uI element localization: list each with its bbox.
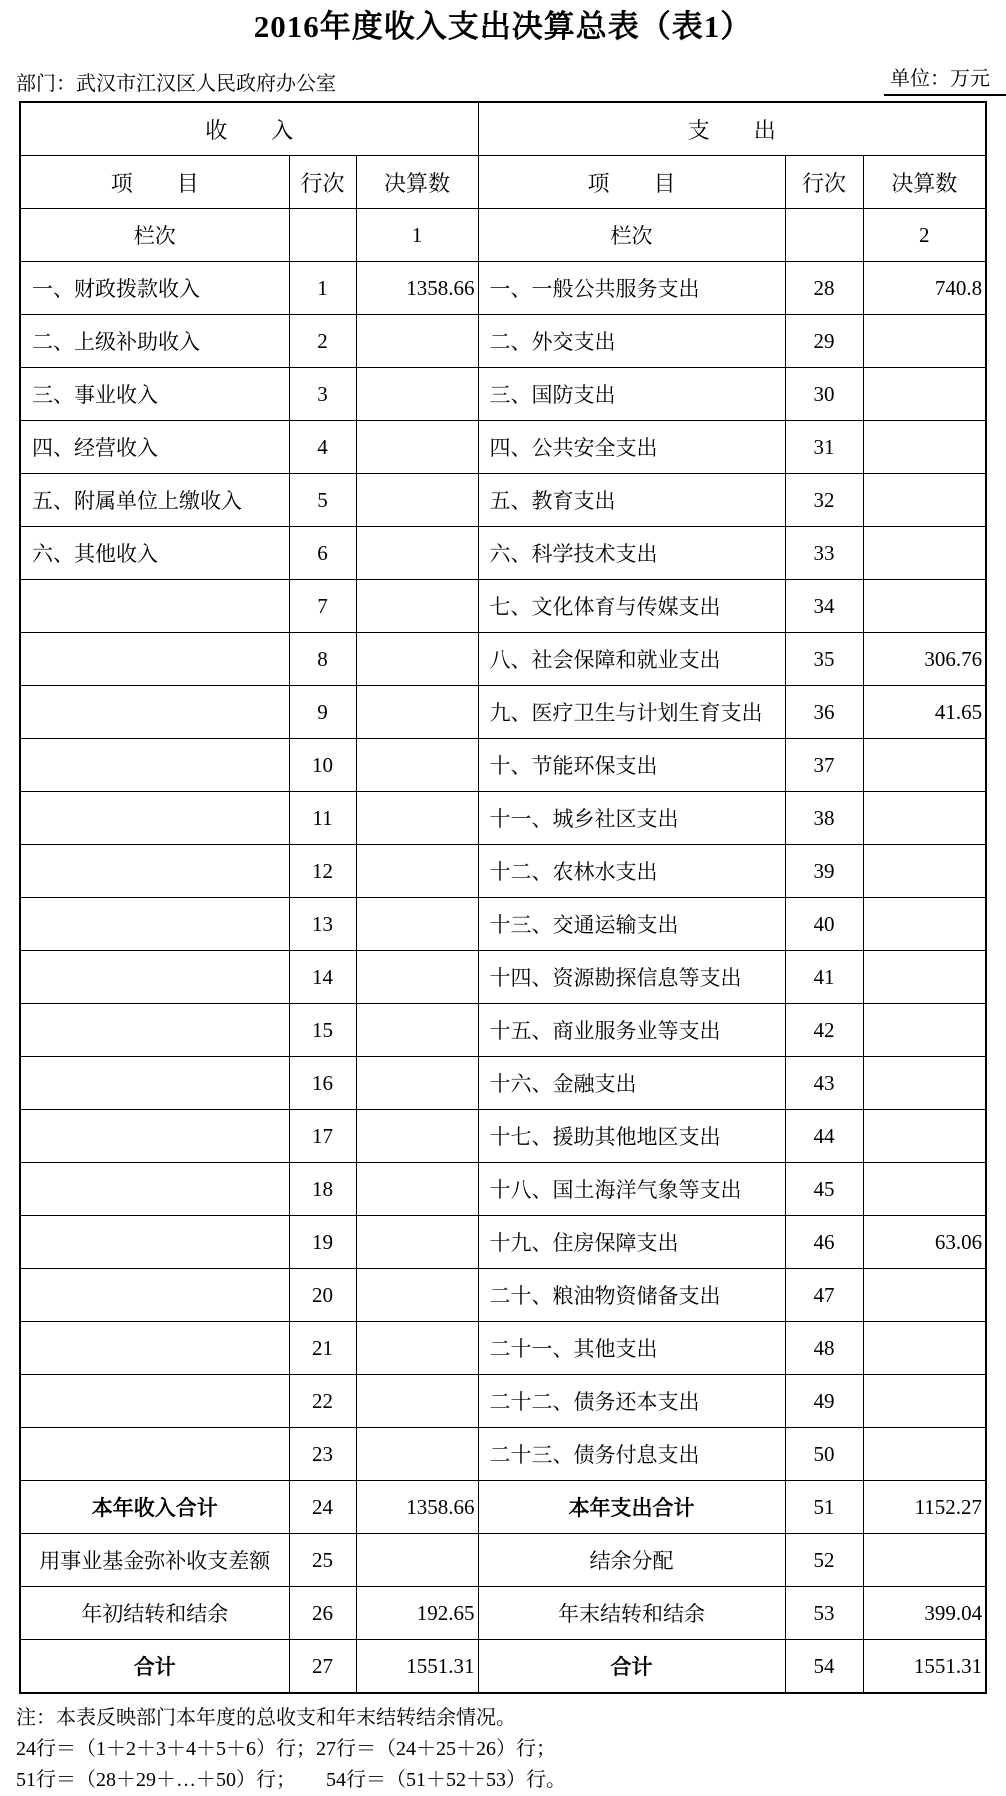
expense-line-cell: 47 [785,1269,863,1322]
table-row [20,1322,986,1375]
income-line-cell: 22 [289,1375,356,1428]
income-project-cell [20,845,289,898]
expense-project-cell: 十六、金融支出 [478,1057,785,1110]
table-row [20,898,986,951]
income-project-cell: 一、财政拨款收入 [20,262,289,315]
income-amount-cell [356,739,478,792]
income-project-cell: 合计 [20,1640,289,1694]
expense-line-cell: 34 [785,580,863,633]
expense-line-cell: 29 [785,315,863,368]
income-amount-cell [356,474,478,527]
expense-line-cell: 53 [785,1587,863,1640]
income-project-cell: 四、经营收入 [20,421,289,474]
expense-amount-header: 决算数 [863,156,986,209]
income-section-header: 收 入 [20,102,478,156]
income-project-cell: 五、附属单位上缴收入 [20,474,289,527]
expense-line-cell: 30 [785,368,863,421]
summary-row [20,1587,986,1640]
expense-amount-cell [863,315,986,368]
income-line-cell: 9 [289,686,356,739]
income-amount-cell [356,1428,478,1481]
expense-amount-cell: 740.8 [863,262,986,315]
income-project-cell [20,1216,289,1269]
income-project-cell: 六、其他收入 [20,527,289,580]
income-amount-cell [356,1534,478,1587]
income-line-header: 行次 [289,156,356,209]
table-row [20,739,986,792]
expense-col-index-empty [785,209,863,262]
income-project-cell [20,686,289,739]
income-project-cell: 本年收入合计 [20,1481,289,1534]
expense-line-cell: 32 [785,474,863,527]
income-amount-cell [356,368,478,421]
income-amount-cell [356,1110,478,1163]
income-project-cell [20,1322,289,1375]
expense-line-cell: 45 [785,1163,863,1216]
income-project-cell: 用事业基金弥补收支差额 [20,1534,289,1587]
table-row [20,580,986,633]
expense-amount-cell [863,421,986,474]
column-index-row [20,209,986,262]
budget-table [19,101,987,1694]
expense-amount-cell [863,1375,986,1428]
income-amount-cell [356,1163,478,1216]
income-line-cell: 12 [289,845,356,898]
expense-amount-cell [863,527,986,580]
income-project-cell [20,580,289,633]
expense-amount-cell: 41.65 [863,686,986,739]
department-line: 部门：武汉市江汉区人民政府办公室 [16,73,336,95]
income-line-cell: 1 [289,262,356,315]
income-amount-cell [356,845,478,898]
income-amount-cell [356,1216,478,1269]
expense-line-cell: 36 [785,686,863,739]
expense-project-cell: 合计 [478,1640,785,1694]
expense-amount-cell [863,1269,986,1322]
income-amount-cell: 1551.31 [356,1640,478,1694]
expense-amount-cell [863,580,986,633]
income-line-cell: 17 [289,1110,356,1163]
expense-project-cell: 十二、农林水支出 [478,845,785,898]
expense-project-cell: 十、节能环保支出 [478,739,785,792]
expense-amount-cell [863,1428,986,1481]
expense-project-cell: 二十一、其他支出 [478,1322,785,1375]
table-row [20,474,986,527]
expense-project-cell: 年末结转和结余 [478,1587,785,1640]
income-amount-cell [356,1322,478,1375]
table-row [20,421,986,474]
income-col-index-number: 1 [356,209,478,262]
summary-row [20,1534,986,1587]
expense-project-cell: 九、医疗卫生与计划生育支出 [478,686,785,739]
income-project-cell [20,1375,289,1428]
income-line-cell: 23 [289,1428,356,1481]
income-amount-header: 决算数 [356,156,478,209]
table-row [20,1057,986,1110]
income-project-cell [20,1057,289,1110]
income-line-cell: 21 [289,1322,356,1375]
expense-amount-cell [863,1322,986,1375]
income-line-cell: 2 [289,315,356,368]
income-amount-cell [356,315,478,368]
expense-amount-cell: 1551.31 [863,1640,986,1694]
income-amount-cell [356,686,478,739]
expense-amount-cell [863,1534,986,1587]
income-amount-cell: 1358.66 [356,262,478,315]
expense-project-cell: 八、社会保障和就业支出 [478,633,785,686]
table-row [20,1110,986,1163]
income-line-cell: 14 [289,951,356,1004]
income-project-cell [20,1110,289,1163]
expense-line-cell: 49 [785,1375,863,1428]
expense-amount-cell [863,1057,986,1110]
expense-project-cell: 二十二、债务还本支出 [478,1375,785,1428]
income-line-cell: 6 [289,527,356,580]
expense-line-cell: 42 [785,1004,863,1057]
footnote-line: 51行＝（28＋29＋…＋50）行； 54行＝（51＋52＋53）行。 [16,1769,566,1791]
expense-amount-cell [863,1110,986,1163]
expense-amount-cell [863,898,986,951]
income-amount-cell [356,1057,478,1110]
expense-line-header: 行次 [785,156,863,209]
income-project-cell: 年初结转和结余 [20,1587,289,1640]
income-project-cell [20,739,289,792]
expense-amount-cell [863,845,986,898]
income-amount-cell [356,951,478,1004]
income-line-cell: 26 [289,1587,356,1640]
income-line-cell: 19 [289,1216,356,1269]
expense-project-cell: 十七、援助其他地区支出 [478,1110,785,1163]
income-line-cell: 5 [289,474,356,527]
expense-amount-cell: 63.06 [863,1216,986,1269]
expense-project-cell: 十五、商业服务业等支出 [478,1004,785,1057]
expense-line-cell: 52 [785,1534,863,1587]
expense-project-cell: 十九、住房保障支出 [478,1216,785,1269]
income-amount-cell [356,792,478,845]
table-row [20,1428,986,1481]
income-project-cell: 二、上级补助收入 [20,315,289,368]
table-row [20,1216,986,1269]
income-line-cell: 15 [289,1004,356,1057]
expense-amount-cell [863,951,986,1004]
meta-row [16,62,1006,96]
expense-amount-cell: 306.76 [863,633,986,686]
income-amount-cell [356,527,478,580]
expense-line-cell: 33 [785,527,863,580]
expense-project-cell: 结余分配 [478,1534,785,1587]
table-row [20,951,986,1004]
expense-line-cell: 43 [785,1057,863,1110]
expense-col-index-label: 栏次 [478,209,785,262]
page-title: 2016年度收入支出决算总表（表1） [253,9,753,44]
income-project-cell [20,898,289,951]
table-row [20,792,986,845]
expense-project-cell: 二十、粮油物资储备支出 [478,1269,785,1322]
expense-project-cell: 十一、城乡社区支出 [478,792,785,845]
expense-project-cell: 十三、交通运输支出 [478,898,785,951]
section-header-row [20,102,986,156]
expense-line-cell: 28 [785,262,863,315]
income-line-cell: 11 [289,792,356,845]
income-amount-cell [356,421,478,474]
income-line-cell: 3 [289,368,356,421]
expense-line-cell: 46 [785,1216,863,1269]
expense-line-cell: 41 [785,951,863,1004]
expense-amount-cell [863,368,986,421]
expense-project-cell: 二、外交支出 [478,315,785,368]
expense-line-cell: 38 [785,792,863,845]
income-project-cell [20,792,289,845]
expense-project-cell: 十八、国土海洋气象等支出 [478,1163,785,1216]
income-project-cell [20,633,289,686]
table-row [20,1163,986,1216]
income-amount-cell [356,633,478,686]
income-project-cell [20,1428,289,1481]
footnote-line: 注：本表反映部门本年度的总收支和年末结转结余情况。 [16,1707,516,1729]
income-project-cell [20,1004,289,1057]
table-row [20,262,986,315]
income-line-cell: 4 [289,421,356,474]
table-row [20,1375,986,1428]
table-row [20,1269,986,1322]
income-amount-cell [356,1269,478,1322]
expense-amount-cell [863,739,986,792]
income-project-cell [20,1269,289,1322]
income-line-cell: 20 [289,1269,356,1322]
income-project-cell [20,951,289,1004]
expense-line-cell: 50 [785,1428,863,1481]
expense-col-index-number: 2 [863,209,986,262]
expense-amount-cell: 1152.27 [863,1481,986,1534]
expense-project-cell: 本年支出合计 [478,1481,785,1534]
expense-amount-cell: 399.04 [863,1587,986,1640]
table-row [20,368,986,421]
expense-project-cell: 三、国防支出 [478,368,785,421]
expense-project-cell: 五、教育支出 [478,474,785,527]
table-row [20,315,986,368]
income-project-cell [20,1163,289,1216]
expense-amount-cell [863,474,986,527]
expense-project-cell: 二十三、债务付息支出 [478,1428,785,1481]
income-line-cell: 10 [289,739,356,792]
page [0,8,1006,1796]
expense-line-cell: 44 [785,1110,863,1163]
income-line-cell: 8 [289,633,356,686]
income-amount-cell: 192.65 [356,1587,478,1640]
income-amount-cell [356,1375,478,1428]
table-row [20,527,986,580]
income-line-cell: 16 [289,1057,356,1110]
expense-amount-cell [863,792,986,845]
income-amount-cell [356,1004,478,1057]
expense-line-cell: 51 [785,1481,863,1534]
expense-amount-cell [863,1004,986,1057]
income-amount-cell: 1358.66 [356,1481,478,1534]
income-col-index-label: 栏次 [20,209,289,262]
summary-row [20,1481,986,1534]
footnotes [16,1703,1006,1796]
expense-project-cell: 六、科学技术支出 [478,527,785,580]
table-row [20,686,986,739]
expense-line-cell: 54 [785,1640,863,1694]
income-amount-cell [356,898,478,951]
expense-line-cell: 40 [785,898,863,951]
income-project-cell: 三、事业收入 [20,368,289,421]
expense-line-cell: 35 [785,633,863,686]
unit-line: 单位：万元 [884,62,1006,96]
table-row [20,1004,986,1057]
summary-row [20,1640,986,1694]
income-project-header: 项 目 [20,156,289,209]
income-line-cell: 27 [289,1640,356,1694]
expense-project-cell: 七、文化体育与传媒支出 [478,580,785,633]
income-col-index-empty [289,209,356,262]
table-row [20,633,986,686]
income-line-cell: 25 [289,1534,356,1587]
footnote-line: 24行＝（1＋2＋3＋4＋5＋6）行；27行＝（24＋25＋26）行； [16,1738,556,1760]
expense-section-header: 支 出 [478,102,986,156]
expense-project-cell: 一、一般公共服务支出 [478,262,785,315]
expense-line-cell: 48 [785,1322,863,1375]
column-header-row [20,156,986,209]
table-row [20,845,986,898]
income-line-cell: 18 [289,1163,356,1216]
income-amount-cell [356,580,478,633]
expense-line-cell: 39 [785,845,863,898]
expense-project-cell: 十四、资源勘探信息等支出 [478,951,785,1004]
expense-project-cell: 四、公共安全支出 [478,421,785,474]
expense-line-cell: 37 [785,739,863,792]
expense-project-header: 项 目 [478,156,785,209]
expense-line-cell: 31 [785,421,863,474]
income-line-cell: 24 [289,1481,356,1534]
expense-amount-cell [863,1163,986,1216]
income-line-cell: 13 [289,898,356,951]
income-line-cell: 7 [289,580,356,633]
